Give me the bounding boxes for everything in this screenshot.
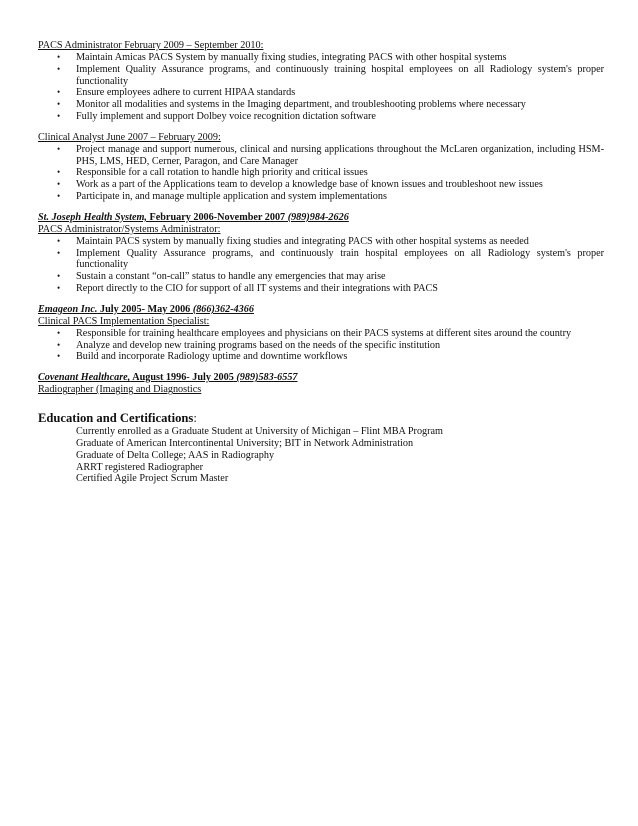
job-heading <box>38 132 604 144</box>
bullet-dot-icon: • <box>57 167 61 178</box>
bullet-item <box>38 271 604 283</box>
bullet-text: Ensure employees adhere to current HIPAA standards <box>76 87 296 99</box>
bullet-item <box>38 52 604 64</box>
job-bullet-list <box>38 144 604 203</box>
job-section <box>38 212 604 295</box>
job-section <box>38 372 604 396</box>
bullet-item <box>38 167 604 179</box>
bullet-text: Report directly to the CIO for support of all IT systems and their integrations with PACS <box>76 282 438 294</box>
bullet-text: Maintain Amicas PACS System by manually fixing studies, integrating PACS with other hospital systems <box>76 52 507 63</box>
bullet-dot-icon: • <box>57 339 61 350</box>
bullet-item <box>38 340 604 352</box>
bullet-item <box>38 99 604 111</box>
education-section <box>38 410 604 485</box>
resume-page <box>38 40 604 485</box>
job-heading <box>38 304 604 316</box>
job-heading-part: July 2005- May 2006 <box>97 303 191 315</box>
bullet-text: Implement Quality Assurance programs, and continuously train hospital employees on all Radiology system's proper functionality <box>76 247 604 271</box>
job-section <box>38 40 604 123</box>
education-title-suffix: : <box>193 411 197 426</box>
bullet-text: Sustain a constant “on-call” status to handle any emergencies that may arise <box>76 271 386 283</box>
bullet-item <box>38 351 604 363</box>
job-heading-part: Clinical Analyst June 2007 – February 2009: <box>38 131 221 143</box>
bullet-text: Work as a part of the Applications team to develop a knowledge base of known issues and troubleshoot new issues <box>76 179 543 191</box>
bullet-text: Participate in, and manage multiple application and system implementations <box>76 190 387 202</box>
education-item: Graduate of Delta College; AAS in Radiography <box>76 449 275 461</box>
bullet-item <box>38 328 604 340</box>
bullet-text: Responsible for training healthcare employees and physicians on their PACS systems at different sites around the country <box>76 327 572 339</box>
bullet-item <box>38 87 604 99</box>
education-list <box>38 426 604 485</box>
job-bullet-list <box>38 52 604 123</box>
bullet-text: Analyze and develop new training programs based on the needs of the specific institution <box>76 339 441 351</box>
bullet-text: Monitor all modalities and systems in the Imaging department, and troubleshooting problems where necessary <box>76 99 526 111</box>
bullet-item <box>38 64 604 88</box>
education-item: ARRT registered Radiographer <box>76 461 204 473</box>
job-heading-part: (989)984-2626 <box>285 211 349 223</box>
job-bullet-list <box>38 236 604 295</box>
bullet-text: Implement Quality Assurance programs, and continuously training hospital employees on all Radiology system's proper functionality <box>76 63 604 87</box>
experience-list <box>38 40 604 396</box>
education-item: Currently enrolled as a Graduate Student at University of Michigan – Flint MBA Program <box>76 426 443 438</box>
bullet-dot-icon: • <box>57 282 61 293</box>
job-heading <box>38 372 604 384</box>
bullet-dot-icon: • <box>57 143 61 154</box>
education-item: Graduate of American Intercontinental University; BIT in Network Administration <box>76 437 414 449</box>
job-title: PACS Administrator/Systems Administrator: <box>38 223 221 235</box>
bullet-item <box>38 191 604 203</box>
bullet-dot-icon: • <box>57 190 61 201</box>
bullet-item <box>38 111 604 123</box>
job-heading-part: St. Joseph Health System, <box>38 211 147 223</box>
bullet-text: Project manage and support numerous, clinical and nursing applications throughout the McLaren organization, including HSM-PHS, LMS, HED, Cerner, Paragon, and Care Manager <box>76 143 604 167</box>
bullet-item <box>38 248 604 272</box>
bullet-dot-icon: • <box>57 271 61 282</box>
job-heading-part: February 2006-November 2007 <box>146 211 286 223</box>
bullet-dot-icon: • <box>57 327 61 338</box>
education-heading <box>38 410 604 426</box>
job-section <box>38 132 604 203</box>
bullet-dot-icon: • <box>57 235 61 246</box>
bullet-dot-icon: • <box>57 63 61 74</box>
bullet-text: Responsible for a call rotation to handle high priority and critical issues <box>76 167 368 179</box>
job-heading <box>38 40 604 52</box>
job-section <box>38 304 604 363</box>
job-heading-part: Emageon Inc. <box>38 303 98 315</box>
bullet-dot-icon: • <box>57 99 61 110</box>
bullet-item <box>38 236 604 248</box>
job-heading-part: (989)583-6557 <box>233 372 298 384</box>
bullet-dot-icon: • <box>57 351 61 362</box>
education-item: Certified Agile Project Scrum Master <box>76 473 229 485</box>
bullet-item <box>38 179 604 191</box>
job-title: Clinical PACS Implementation Specialist: <box>38 315 210 327</box>
job-heading-part: August 1996- July 2005 <box>130 372 234 384</box>
bullet-dot-icon: • <box>57 179 61 190</box>
bullet-dot-icon: • <box>57 87 61 98</box>
education-title: Education and Certifications <box>38 411 194 426</box>
bullet-text: Fully implement and support Dolbey voice recognition dictation software <box>76 110 376 122</box>
bullet-item <box>38 283 604 295</box>
job-heading-part: (866)362-4366 <box>190 303 254 315</box>
job-bullet-list <box>38 328 604 363</box>
bullet-dot-icon: • <box>57 52 61 62</box>
bullet-text: Build and incorporate Radiology uptime and downtime workflows <box>76 351 348 363</box>
bullet-dot-icon: • <box>57 110 61 121</box>
job-heading <box>38 212 604 224</box>
job-heading-part: PACS Administrator February 2009 – September 2010: <box>38 40 264 51</box>
bullet-item <box>38 144 604 168</box>
bullet-text: Maintain PACS system by manually fixing studies and integrating PACS with other hospital systems as needed <box>76 235 529 247</box>
job-heading-part: Covenant Healthcare, <box>38 372 131 384</box>
job-title: Radiographer (Imaging and Diagnostics <box>38 384 202 396</box>
bullet-dot-icon: • <box>57 247 61 258</box>
